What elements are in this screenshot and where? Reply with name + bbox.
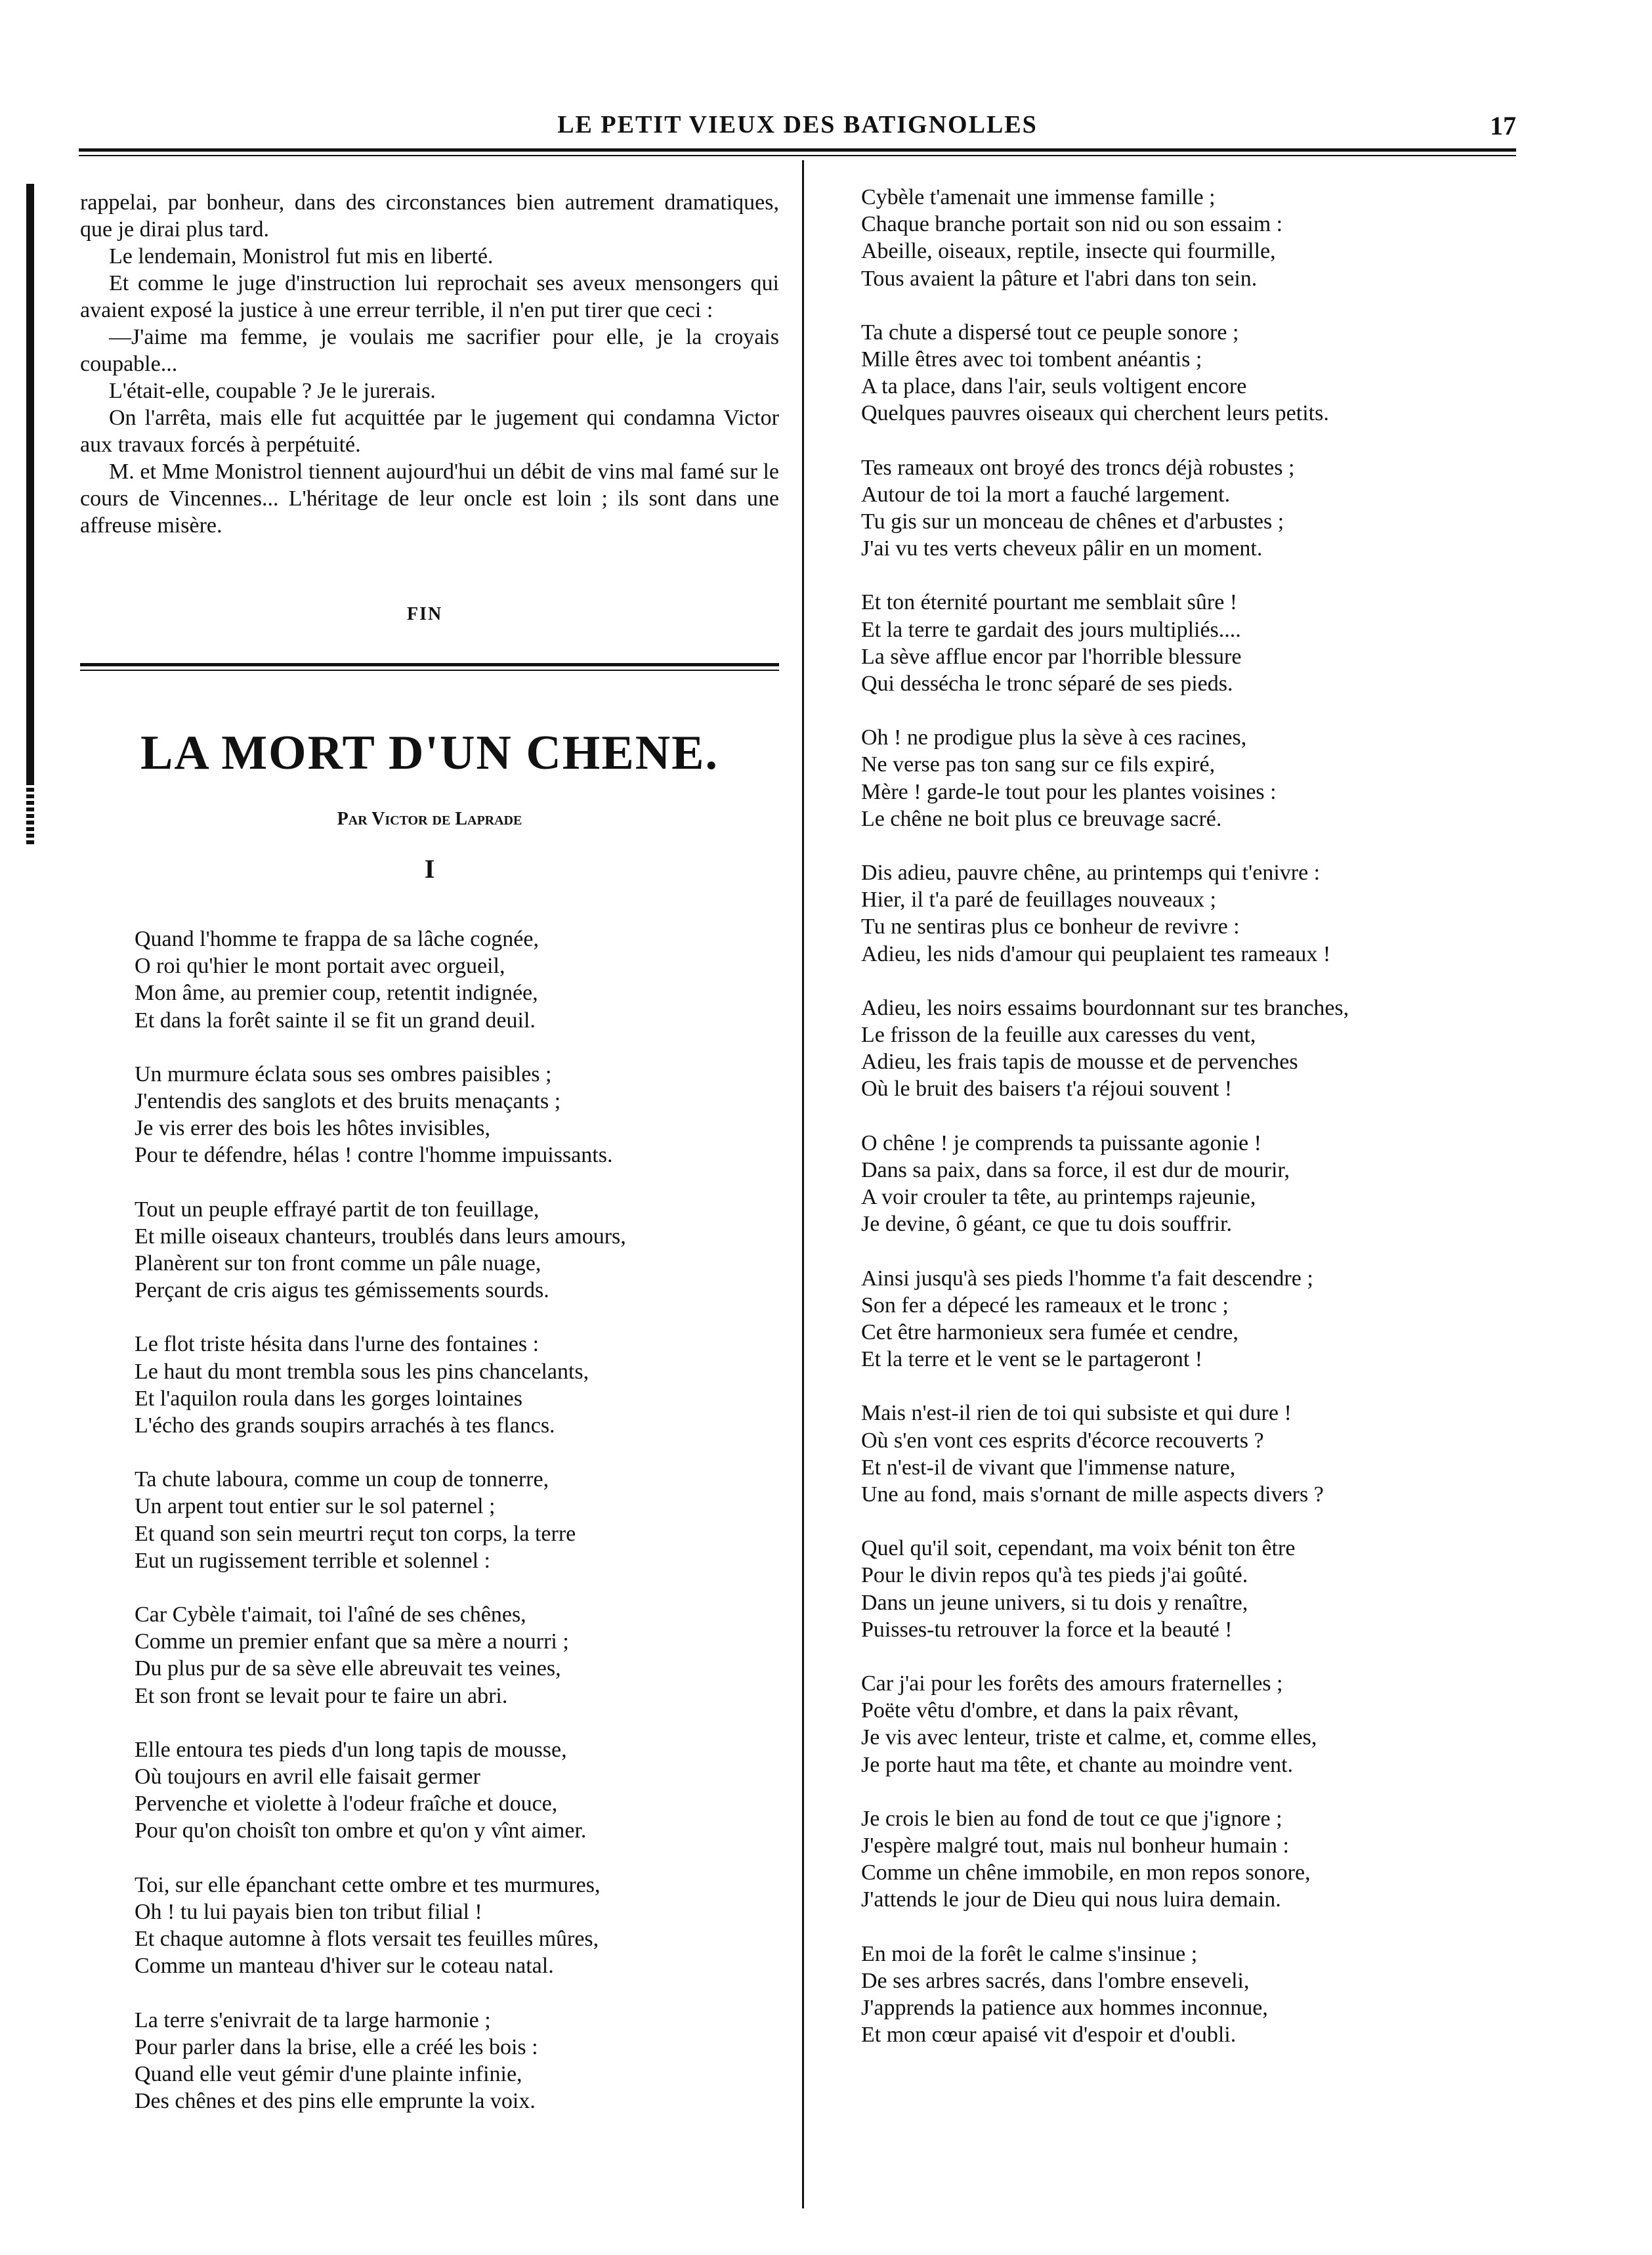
verse-line: Et n'est-il de vivant que l'immense nature, <box>861 1455 1236 1480</box>
stanza <box>861 1941 1583 2049</box>
verse-line: Le haut du mont trembla sous les pins chancelants, <box>135 1359 589 1384</box>
paragraph: Et comme le juge d'instruction lui reprochait ses aveux mensongers qui avaient exposé la justice à une erreur terrible, il n'en put tirer que ceci : <box>80 271 779 322</box>
verse-line: Ta chute laboura, comme un coup de tonnerre, <box>135 1467 549 1492</box>
verse-line: Où s'en vont ces esprits d'écorce recouverts ? <box>861 1428 1264 1453</box>
verse-line: Et mille oiseaux chanteurs, troublés dans leurs amours, <box>135 1224 626 1249</box>
verse-line: La terre s'enivrait de ta large harmonie ; <box>135 2008 491 2032</box>
verse-line: Chaque branche portait son nid ou son essaim : <box>861 212 1283 237</box>
verse-line: Comme un chêne immobile, en mon repos sonore, <box>861 1860 1311 1885</box>
stanza <box>861 1670 1583 1778</box>
verse-line: Pervenche et violette à l'odeur fraîche et douce, <box>135 1792 558 1816</box>
stanza <box>861 1130 1583 1238</box>
stanza <box>861 1535 1583 1643</box>
verse-line: Quand l'homme te frappa de sa lâche cognée, <box>135 927 539 951</box>
poem-column-left <box>135 926 857 2141</box>
verse-line: Mère ! garde-le tout pour les plantes voisines : <box>861 779 1277 804</box>
verse-line: Cet être harmonieux sera fumée et cendre, <box>861 1320 1239 1344</box>
stanza <box>135 1331 857 1439</box>
verse-line: Cybèle t'amenait une immense famille ; <box>861 185 1216 209</box>
poem-byline: Par Victor de Laprade <box>337 809 522 829</box>
verse-line: Et mon cœur apaisé vit d'espoir et d'oubli. <box>861 2023 1237 2048</box>
binding-edge-mark-dashed <box>26 781 34 847</box>
verse-line: J'espère malgré tout, mais nul bonheur humain : <box>861 1833 1289 1858</box>
binding-edge-mark <box>26 184 34 847</box>
stanza <box>135 926 857 1034</box>
paragraph: —J'aime ma femme, je voulais me sacrifier pour elle, je la croyais coupable... <box>80 325 779 376</box>
verse-line: Des chênes et des pins elle emprunte la voix. <box>135 2089 536 2114</box>
verse-line: Car j'ai pour les forêts des amours fraternelles ; <box>861 1671 1283 1696</box>
story-ending <box>80 189 779 539</box>
header-rule <box>79 148 1516 152</box>
stanza <box>135 1736 857 1845</box>
stanza <box>135 1872 857 1980</box>
verse-line: Je vis errer des bois les hôtes invisibles, <box>135 1116 491 1141</box>
verse-line: Tous avaient la pâture et l'abri dans ton sein. <box>861 266 1258 291</box>
verse-line: Car Cybèle t'aimait, toi l'aîné de ses chênes, <box>135 1602 526 1627</box>
stanza <box>861 724 1583 832</box>
verse-line: Adieu, les frais tapis de mousse et de pervenches <box>861 1050 1298 1075</box>
verse-line: J'ai vu tes verts cheveux pâlir en un moment. <box>861 536 1263 561</box>
verse-line: Mais n'est-il rien de toi qui subsiste et qui dure ! <box>861 1401 1292 1426</box>
verse-line: Hier, il t'a paré de feuillages nouveaux ; <box>861 888 1216 913</box>
stanza <box>861 184 1583 292</box>
stanza <box>135 1466 857 1574</box>
verse-line: Et chaque automne à flots versait tes feuilles mûres, <box>135 1927 599 1952</box>
verse-line: Tes rameaux ont broyé des troncs déjà robustes ; <box>861 455 1295 480</box>
verse-line: De ses arbres sacrés, dans l'ombre enseveli, <box>861 1968 1250 1993</box>
verse-line: Quelques pauvres oiseaux qui cherchent leurs petits. <box>861 401 1329 426</box>
stanza <box>135 1196 857 1304</box>
verse-line: Pour parler dans la brise, elle a créé les bois : <box>135 2034 538 2059</box>
verse-line: Comme un manteau d'hiver sur le coteau natal. <box>135 1954 554 1979</box>
verse-line: Le frisson de la feuille aux caresses du vent, <box>861 1023 1256 1048</box>
verse-line: Quel qu'il soit, cependant, ma voix bénit ton être <box>861 1536 1296 1561</box>
verse-line: Du plus pur de sa sève elle abreuvait tes veines, <box>135 1656 561 1681</box>
verse-line: J'attends le jour de Dieu qui nous luira demain. <box>861 1887 1281 1912</box>
running-header <box>79 110 1516 144</box>
verse-line: A voir crouler ta tête, au printemps rajeunie, <box>861 1185 1256 1210</box>
verse-line: Dans un jeune univers, si tu dois y renaître, <box>861 1590 1248 1615</box>
verse-line: Où toujours en avril elle faisait germer <box>135 1765 480 1790</box>
verse-line: Ne verse pas ton sang sur ce fils expiré, <box>861 752 1216 777</box>
stanza <box>861 1265 1583 1373</box>
verse-line: Une au fond, mais s'ornant de mille aspects divers ? <box>861 1482 1324 1507</box>
verse-line: Ainsi jusqu'à ses pieds l'homme t'a fait descendre ; <box>861 1266 1313 1291</box>
verse-line: Adieu, les nids d'amour qui peuplaient tes rameaux ! <box>861 941 1331 966</box>
section-rule <box>80 663 779 666</box>
verse-line: Mille êtres avec toi tombent anéantis ; <box>861 347 1202 372</box>
header-rule-thin <box>79 155 1516 156</box>
verse-line: Oh ! tu lui payais bien ton tribut filial ! <box>135 1899 482 1924</box>
verse-line: Toi, sur elle épanchant cette ombre et tes murmures, <box>135 1872 601 1897</box>
verse-line: Et ton éternité pourtant me semblait sûre ! <box>861 590 1238 615</box>
section-rule-thin <box>80 670 779 671</box>
verse-line: Pour te défendre, hélas ! contre l'homme impuissants. <box>135 1143 613 1168</box>
verse-line: Et dans la forêt sainte il se fit un grand deuil. <box>135 1008 536 1033</box>
paragraph: M. et Mme Monistrol tiennent aujourd'hui un débit de vins mal famé sur le cours de Vincennes... L'héritage de leur oncle est loin ; ils sont dans une affreuse misère. <box>80 460 779 538</box>
verse-line: Quand elle veut gémir d'une plainte infinie, <box>135 2061 522 2086</box>
verse-line: Eut un rugissement terrible et solennel : <box>135 1548 490 1573</box>
verse-line: J'apprends la patience aux hommes inconnue, <box>861 1995 1268 2020</box>
verse-line: Ta chute a dispersé tout ce peuple sonore ; <box>861 320 1239 345</box>
verse-line: Je crois le bien au fond de tout ce que j'ignore ; <box>861 1806 1282 1831</box>
verse-line: Poëte vêtu d'ombre, et dans la paix rêvant, <box>861 1698 1239 1723</box>
stanza <box>135 1061 857 1169</box>
verse-line: O chêne ! je comprends ta puissante agonie ! <box>861 1130 1261 1155</box>
verse-line: Le flot triste hésita dans l'urne des fontaines : <box>135 1332 540 1357</box>
verse-line: L'écho des grands soupirs arrachés à tes flancs. <box>135 1413 555 1438</box>
verse-line: En moi de la forêt le calme s'insinue ; <box>861 1941 1198 1966</box>
paragraph: L'était-elle, coupable ? Je le jurerais. <box>109 379 436 403</box>
verse-line: Tout un peuple effrayé partit de ton feuillage, <box>135 1197 540 1222</box>
verse-line: Dans sa paix, dans sa force, il est dur de mourir, <box>861 1157 1290 1182</box>
verse-line: Et la terre te gardait des jours multipliés.... <box>861 617 1241 642</box>
verse-line: Autour de toi la mort a fauché largement. <box>861 482 1231 507</box>
paragraph: rappelai, par bonheur, dans des circonstances bien autrement dramatiques, que je dirai plus tard. <box>80 190 779 242</box>
stanza <box>861 454 1583 563</box>
verse-line: Mon âme, au premier coup, retentit indignée, <box>135 981 538 1006</box>
paragraph: Le lendemain, Monistrol fut mis en liberté. <box>109 244 494 268</box>
paragraph: On l'arrêta, mais elle fut acquittée par le jugement qui condamna Victor aux travaux forcés à perpétuité. <box>80 406 779 457</box>
stanza <box>861 1805 1583 1914</box>
verse-line: Comme un premier enfant que sa mère a nourri ; <box>135 1629 569 1654</box>
verse-line: Et quand son sein meurtri reçut ton corps, la terre <box>135 1521 576 1546</box>
stanza <box>135 1601 857 1709</box>
verse-line: Je porte haut ma tête, et chante au moindre vent. <box>861 1752 1294 1777</box>
verse-line: Le chêne ne boit plus ce breuvage sacré. <box>861 806 1222 831</box>
verse-line: Abeille, oiseaux, reptile, insecte qui fourmille, <box>861 239 1276 264</box>
verse-line: Un arpent tout entier sur le sol paternel ; <box>135 1494 496 1519</box>
verse-line: Qui dessécha le tronc séparé de ses pieds. <box>861 672 1233 697</box>
verse-line: Puisses-tu retrouver la force et la beauté ! <box>861 1617 1233 1642</box>
page-number: 17 <box>1490 111 1516 140</box>
stanza <box>135 2007 857 2115</box>
verse-line: Son fer a dépecé les rameaux et le tronc ; <box>861 1293 1229 1318</box>
verse-line: Elle entoura tes pieds d'un long tapis de mousse, <box>135 1737 567 1762</box>
verse-line: Tu ne sentiras plus ce bonheur de revivre : <box>861 914 1240 939</box>
poem-column-right <box>861 184 1583 2075</box>
running-title: LE PETIT VIEUX DES BATIGNOLLES <box>557 111 1038 139</box>
stanza <box>861 995 1583 1103</box>
verse-line: Et son front se levait pour te faire un abri. <box>135 1683 508 1708</box>
fin-mark: FIN <box>407 604 443 624</box>
verse-line: O roi qu'hier le mont portait avec orgueil, <box>135 954 505 979</box>
verse-line: Pour qu'on choisît ton ombre et qu'on y vînt aimer. <box>135 1818 587 1843</box>
verse-line: Un murmure éclata sous ses ombres paisibles ; <box>135 1062 552 1086</box>
stanza <box>861 1400 1583 1508</box>
verse-line: Où le bruit des baisers t'a réjoui souvent ! <box>861 1077 1233 1102</box>
verse-line: La sève afflue encor par l'horrible blessure <box>861 644 1242 669</box>
verse-line: Adieu, les noirs essaims bourdonnant sur tes branches, <box>861 995 1349 1020</box>
verse-line: J'entendis des sanglots et des bruits menaçants ; <box>135 1089 561 1114</box>
stanza <box>861 859 1583 968</box>
verse-line: Tu gis sur un monceau de chênes et d'arbustes ; <box>861 509 1284 534</box>
stanza <box>861 319 1583 427</box>
verse-line: A ta place, dans l'air, seuls voltigent encore <box>861 374 1247 399</box>
verse-line: Je devine, ô géant, ce que tu dois souffrir. <box>861 1212 1232 1237</box>
verse-line: Et l'aquilon roula dans les gorges lointaines <box>135 1386 522 1411</box>
stanza <box>861 589 1583 697</box>
poem-part-number: I <box>424 854 435 884</box>
verse-line: Pour le divin repos qu'à tes pieds j'ai goûté. <box>861 1563 1248 1588</box>
verse-line: Et la terre et le vent se le partageront ! <box>861 1347 1203 1372</box>
verse-line: Je vis avec lenteur, triste et calme, et, comme elles, <box>861 1725 1317 1750</box>
verse-line: Dis adieu, pauvre chêne, au printemps qui t'enivre : <box>861 861 1321 886</box>
verse-line: Oh ! ne prodigue plus la sève à ces racines, <box>861 725 1247 750</box>
verse-line: Perçant de cris aigus tes gémissements sourds. <box>135 1278 549 1303</box>
verse-line: Planèrent sur ton front comme un pâle nuage, <box>135 1251 541 1276</box>
poem-title: LA MORT D'UN CHENE. <box>140 726 719 780</box>
